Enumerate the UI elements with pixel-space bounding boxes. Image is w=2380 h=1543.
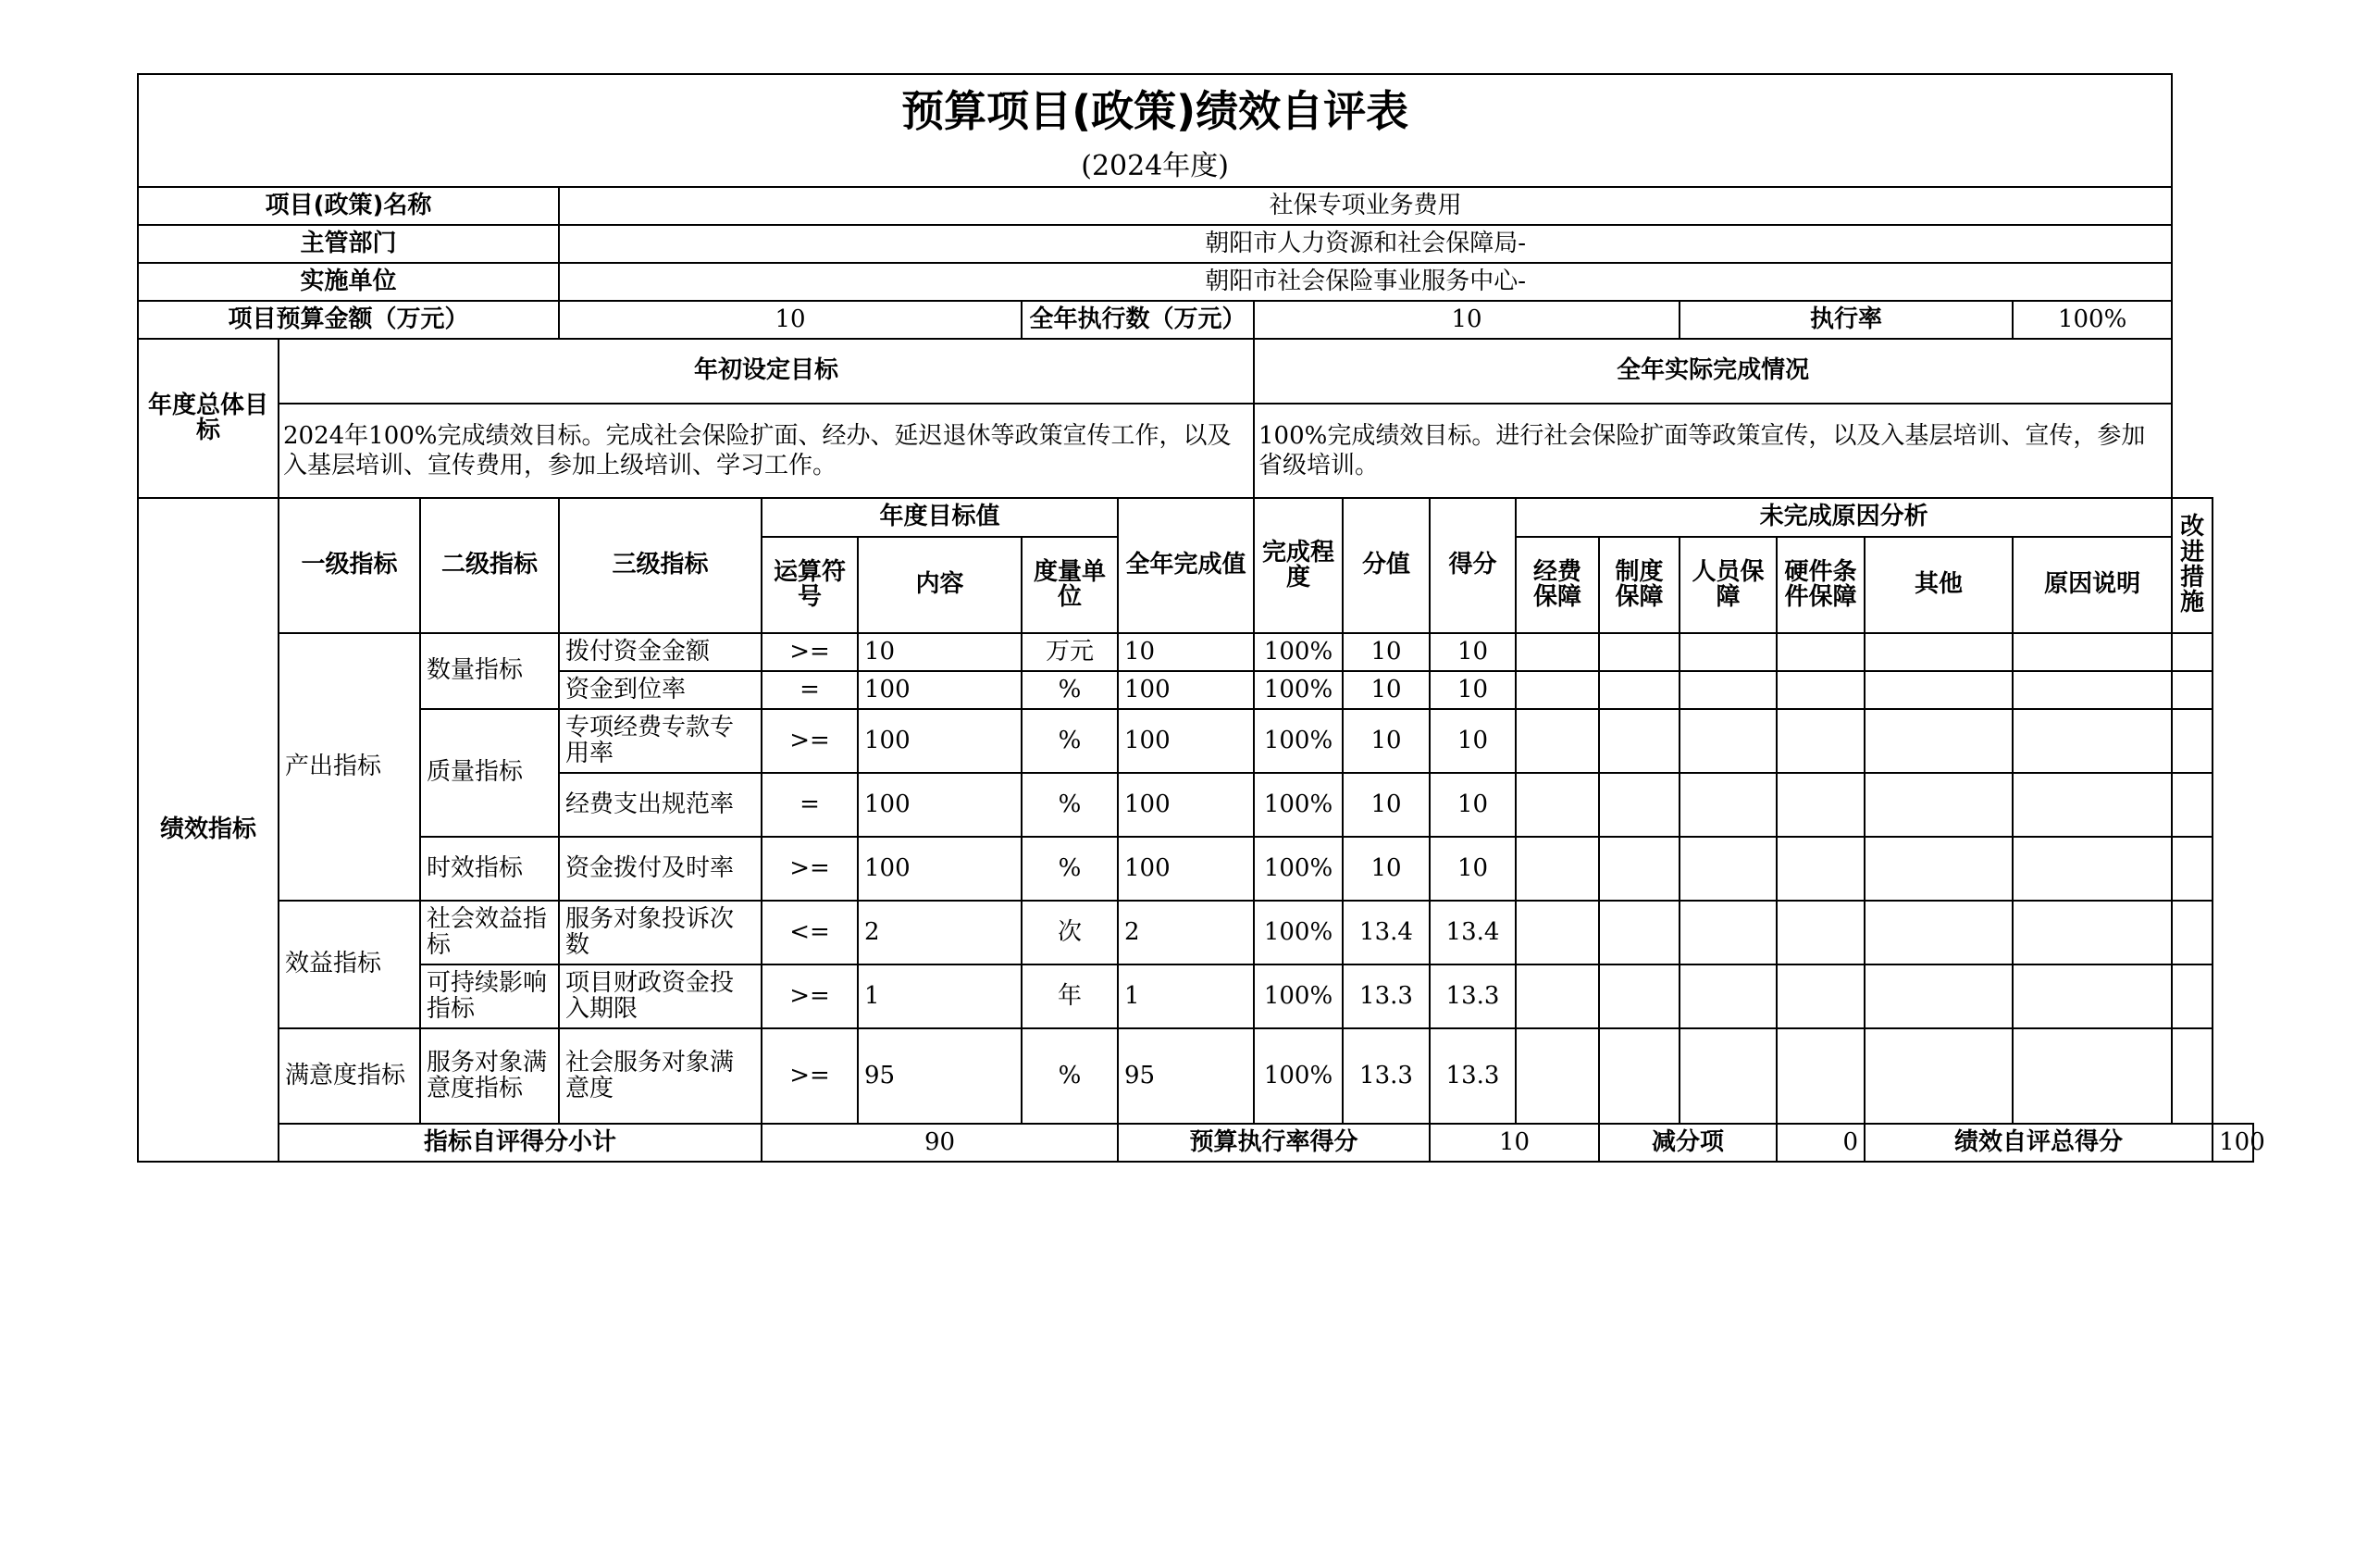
empty-cell [1599, 633, 1680, 671]
degree-cell: 100% [1254, 1028, 1343, 1124]
empty-cell [1680, 901, 1777, 964]
level3-cell: 专项经费专款专用率 [559, 709, 762, 773]
score-cell: 13.3 [1430, 1028, 1516, 1124]
empty-cell [1516, 964, 1599, 1028]
empty-cell [1777, 837, 1865, 901]
score-value-cell: 10 [1343, 837, 1430, 901]
unit-cell: % [1022, 1028, 1118, 1124]
degree-cell: 100% [1254, 709, 1343, 773]
empty-cell [2013, 964, 2172, 1028]
score-cell: 10 [1430, 837, 1516, 901]
table-row [138, 1028, 2253, 1124]
level3-header: 三级指标 [559, 498, 762, 633]
empty-cell [1516, 837, 1599, 901]
empty-cell [1599, 671, 1680, 709]
goals-section-label: 年度总体目标 [138, 339, 279, 498]
dept-value: 朝阳市人力资源和社会保障局- [559, 225, 2172, 263]
unit-header: 度量单位 [1022, 537, 1118, 633]
score-value-cell: 13.3 [1343, 964, 1430, 1028]
actual-goal-text: 100%完成绩效目标。进行社会保险扩面等政策宣传，以及入基层培训、宣传，参加省级培训。 [1254, 404, 2172, 498]
empty-cell [1599, 964, 1680, 1028]
content-header: 内容 [858, 537, 1022, 633]
degree-cell: 100% [1254, 773, 1343, 837]
empty-cell [2172, 709, 2213, 773]
empty-cell [1516, 633, 1599, 671]
empty-cell [1516, 671, 1599, 709]
empty-cell [2172, 1028, 2213, 1124]
actual-goal-header: 全年实际完成情况 [1254, 339, 2172, 404]
empty-cell [1516, 901, 1599, 964]
content-cell: 100 [858, 773, 1022, 837]
empty-cell [1680, 1028, 1777, 1124]
empty-cell [1680, 671, 1777, 709]
operator-cell: <= [762, 901, 858, 964]
unit-value: 朝阳市社会保险事业服务中心- [559, 263, 2172, 301]
project-name-value: 社保专项业务费用 [559, 187, 2172, 225]
empty-cell [2013, 633, 2172, 671]
operator-header: 运算符号 [762, 537, 858, 633]
degree-cell: 100% [1254, 633, 1343, 671]
level3-cell: 资金到位率 [559, 671, 762, 709]
budget-score-value: 10 [1430, 1124, 1599, 1162]
total-value: 100 [2213, 1124, 2253, 1162]
initial-goal-text: 2024年100%完成绩效目标。完成社会保险扩面、经办、延迟退休等政策宣传工作，以及入基层培训、宣传费用，参加上级培训、学习工作。 [279, 404, 1254, 498]
unit-cell: % [1022, 837, 1118, 901]
empty-cell [1865, 1028, 2013, 1124]
empty-cell [1777, 633, 1865, 671]
level1-cell: 效益指标 [279, 901, 420, 1028]
level2-cell: 社会效益指标 [420, 901, 559, 964]
indicators-section-label: 绩效指标 [138, 498, 279, 1162]
score-value-header: 分值 [1343, 498, 1430, 633]
actual-cell: 95 [1118, 1028, 1254, 1124]
reason-system-header: 制度保障 [1599, 537, 1680, 633]
table-row [138, 964, 2253, 1028]
empty-cell [2172, 901, 2213, 964]
empty-cell [2013, 837, 2172, 901]
empty-cell [2172, 964, 2213, 1028]
unit-cell: 万元 [1022, 633, 1118, 671]
exec-label: 全年执行数（万元） [1022, 301, 1254, 339]
empty-cell [2013, 671, 2172, 709]
total-label: 绩效自评总得分 [1865, 1124, 2213, 1162]
actual-header: 全年完成值 [1118, 498, 1254, 633]
score-cell: 13.3 [1430, 964, 1516, 1028]
empty-cell [1865, 964, 2013, 1028]
empty-cell [1680, 964, 1777, 1028]
level3-cell: 社会服务对象满意度 [559, 1028, 762, 1124]
content-cell: 95 [858, 1028, 1022, 1124]
level1-cell: 产出指标 [279, 633, 420, 901]
empty-cell [1599, 1028, 1680, 1124]
actual-cell: 100 [1118, 773, 1254, 837]
content-cell: 100 [858, 837, 1022, 901]
level3-cell: 拨付资金金额 [559, 633, 762, 671]
score-cell: 10 [1430, 671, 1516, 709]
project-name-label: 项目(政策)名称 [138, 187, 559, 225]
empty-cell [2013, 901, 2172, 964]
unit-cell: 次 [1022, 901, 1118, 964]
empty-cell [2013, 773, 2172, 837]
content-cell: 100 [858, 671, 1022, 709]
actual-cell: 100 [1118, 709, 1254, 773]
reason-fund-header: 经费保障 [1516, 537, 1599, 633]
level2-cell: 质量指标 [420, 709, 559, 837]
level3-cell: 服务对象投诉次数 [559, 901, 762, 964]
empty-cell [1680, 773, 1777, 837]
deduct-value: 0 [1777, 1124, 1865, 1162]
score-value-cell: 10 [1343, 671, 1430, 709]
score-cell: 10 [1430, 633, 1516, 671]
table-row [138, 901, 2253, 964]
empty-cell [2172, 773, 2213, 837]
empty-cell [1777, 709, 1865, 773]
rate-value: 100% [2013, 301, 2172, 339]
empty-cell [1865, 837, 2013, 901]
content-cell: 10 [858, 633, 1022, 671]
empty-cell [1777, 901, 1865, 964]
content-cell: 100 [858, 709, 1022, 773]
empty-cell [1599, 773, 1680, 837]
empty-cell [2172, 633, 2213, 671]
score-value-cell: 13.3 [1343, 1028, 1430, 1124]
empty-cell [1865, 633, 2013, 671]
table-row [138, 709, 2253, 773]
empty-cell [1865, 709, 2013, 773]
empty-cell [1777, 671, 1865, 709]
empty-cell [1599, 837, 1680, 901]
score-cell: 10 [1430, 773, 1516, 837]
actual-cell: 10 [1118, 633, 1254, 671]
operator-cell: >= [762, 1028, 858, 1124]
empty-cell [1680, 837, 1777, 901]
empty-cell [1865, 671, 2013, 709]
degree-header: 完成程度 [1254, 498, 1343, 633]
fiscal-year: (2024年度) [138, 147, 2172, 187]
score-value-cell: 10 [1343, 773, 1430, 837]
unit-cell: % [1022, 709, 1118, 773]
content-cell: 1 [858, 964, 1022, 1028]
annual-target-header: 年度目标值 [762, 498, 1118, 537]
empty-cell [1865, 901, 2013, 964]
deduct-label: 减分项 [1599, 1124, 1777, 1162]
empty-cell [1516, 773, 1599, 837]
level2-cell: 数量指标 [420, 633, 559, 709]
score-value-cell: 13.4 [1343, 901, 1430, 964]
budget-score-label: 预算执行率得分 [1118, 1124, 1430, 1162]
score-cell: 13.4 [1430, 901, 1516, 964]
level2-cell: 时效指标 [420, 837, 559, 901]
empty-cell [1516, 1028, 1599, 1124]
actual-cell: 1 [1118, 964, 1254, 1028]
empty-cell [1777, 964, 1865, 1028]
operator-cell: = [762, 671, 858, 709]
table-row [138, 633, 2253, 671]
operator-cell: >= [762, 837, 858, 901]
level2-cell: 可持续影响指标 [420, 964, 559, 1028]
reason-group-header: 未完成原因分析 [1516, 498, 2172, 537]
operator-cell: >= [762, 964, 858, 1028]
unit-cell: 年 [1022, 964, 1118, 1028]
unit-cell: % [1022, 773, 1118, 837]
degree-cell: 100% [1254, 901, 1343, 964]
level3-cell: 资金拨付及时率 [559, 837, 762, 901]
unit-label: 实施单位 [138, 263, 559, 301]
empty-cell [1516, 709, 1599, 773]
subtotal-value: 90 [762, 1124, 1118, 1162]
operator-cell: >= [762, 709, 858, 773]
reason-explain-header: 原因说明 [2013, 537, 2172, 633]
score-header: 得分 [1430, 498, 1516, 633]
empty-cell [2013, 709, 2172, 773]
score-cell: 10 [1430, 709, 1516, 773]
actual-cell: 2 [1118, 901, 1254, 964]
empty-cell [2172, 671, 2213, 709]
operator-cell: = [762, 773, 858, 837]
empty-cell [1680, 709, 1777, 773]
content-cell: 2 [858, 901, 1022, 964]
reason-other-header: 其他 [1865, 537, 2013, 633]
empty-cell [1599, 901, 1680, 964]
rate-label: 执行率 [1680, 301, 2013, 339]
level1-cell: 满意度指标 [279, 1028, 420, 1124]
dept-label: 主管部门 [138, 225, 559, 263]
degree-cell: 100% [1254, 671, 1343, 709]
exec-value: 10 [1254, 301, 1680, 339]
empty-cell [1865, 773, 2013, 837]
self-evaluation-table [137, 73, 2265, 1163]
subtotal-label: 指标自评得分小计 [279, 1124, 762, 1162]
budget-value: 10 [559, 301, 1022, 339]
empty-cell [2172, 837, 2213, 901]
actual-cell: 100 [1118, 671, 1254, 709]
reason-hardware-header: 硬件条件保障 [1777, 537, 1865, 633]
unit-cell: % [1022, 671, 1118, 709]
level3-cell: 经费支出规范率 [559, 773, 762, 837]
empty-cell [1680, 633, 1777, 671]
level1-header: 一级指标 [279, 498, 420, 633]
empty-cell [2013, 1028, 2172, 1124]
budget-label: 项目预算金额（万元） [138, 301, 559, 339]
table-row [138, 837, 2253, 901]
table-title: 预算项目(政策)绩效自评表 [138, 74, 2172, 147]
actual-cell: 100 [1118, 837, 1254, 901]
improve-header: 改进措施 [2172, 498, 2213, 633]
level2-header: 二级指标 [420, 498, 559, 633]
level2-cell: 服务对象满意度指标 [420, 1028, 559, 1124]
level3-cell: 项目财政资金投入期限 [559, 964, 762, 1028]
empty-cell [1777, 1028, 1865, 1124]
score-value-cell: 10 [1343, 709, 1430, 773]
degree-cell: 100% [1254, 964, 1343, 1028]
degree-cell: 100% [1254, 837, 1343, 901]
operator-cell: >= [762, 633, 858, 671]
empty-cell [1777, 773, 1865, 837]
initial-goal-header: 年初设定目标 [279, 339, 1254, 404]
reason-staff-header: 人员保障 [1680, 537, 1777, 633]
score-value-cell: 10 [1343, 633, 1430, 671]
empty-cell [1599, 709, 1680, 773]
